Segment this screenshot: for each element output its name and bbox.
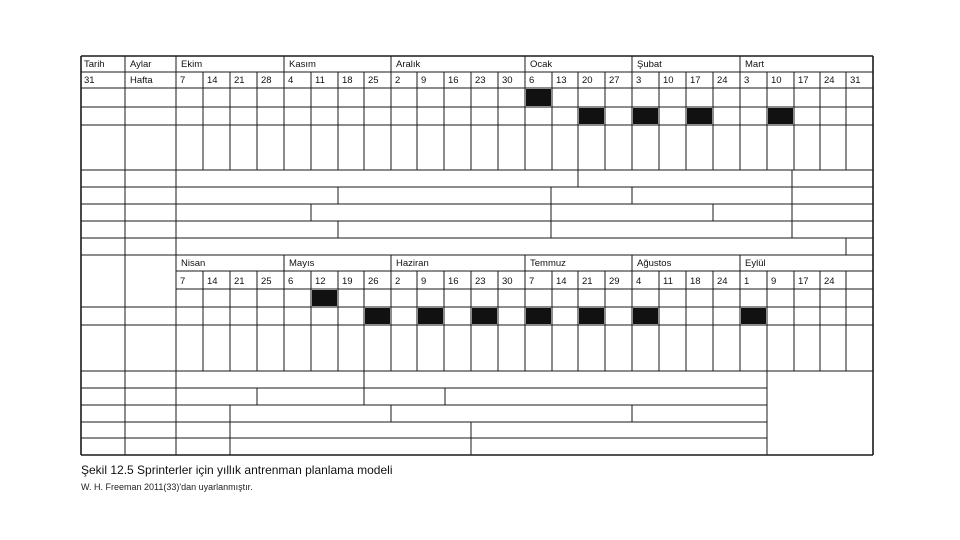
month-label: Kasım <box>289 59 316 70</box>
week-number: 14 <box>207 276 218 287</box>
week-number: 27 <box>609 75 620 86</box>
week-number: 14 <box>556 276 567 287</box>
week-number: 14 <box>207 75 218 86</box>
training-block-mark <box>741 308 766 324</box>
year-31-label: 31 <box>84 75 95 86</box>
week-number: 17 <box>690 75 701 86</box>
week-number: 11 <box>663 276 673 287</box>
week-number: 3 <box>744 75 750 86</box>
week-number: 13 <box>556 75 567 86</box>
training-block-mark <box>579 308 604 324</box>
week-number: 23 <box>475 276 486 287</box>
week-number: 7 <box>180 276 186 287</box>
month-label: Mayıs <box>289 258 315 269</box>
week-number: 17 <box>798 75 809 86</box>
month-label: Mart <box>745 59 764 70</box>
month-label: Ağustos <box>637 258 672 269</box>
week-number: 1 <box>744 276 750 287</box>
week-number: 21 <box>234 276 245 287</box>
week-number: 9 <box>421 276 427 287</box>
month-label: Nisan <box>181 258 206 269</box>
training-block-mark <box>687 108 712 124</box>
week-number: 16 <box>448 276 459 287</box>
week-number: 25 <box>261 276 272 287</box>
week-number: 31 <box>850 75 861 86</box>
week-number: 18 <box>690 276 701 287</box>
week-number: 9 <box>771 276 777 287</box>
training-block-mark <box>579 108 604 124</box>
training-block-mark <box>472 308 497 324</box>
week-number: 20 <box>582 75 593 86</box>
training-block-mark <box>633 308 658 324</box>
week-number: 24 <box>824 276 835 287</box>
week-number: 24 <box>717 276 728 287</box>
week-number: 12 <box>315 276 326 287</box>
month-label: Ocak <box>530 59 553 70</box>
month-label: Eylül <box>745 258 766 269</box>
week-number: 7 <box>180 75 186 86</box>
tarih-label: Tarih <box>84 59 105 70</box>
month-label: Haziran <box>396 258 429 269</box>
week-number: 26 <box>368 276 379 287</box>
week-number: 2 <box>395 75 401 86</box>
week-number: 30 <box>502 276 513 287</box>
hafta-label: Hafta <box>130 75 153 86</box>
week-number: 4 <box>636 276 642 287</box>
week-number: 29 <box>609 276 620 287</box>
month-label: Aralık <box>396 59 421 70</box>
week-number: 9 <box>421 75 427 86</box>
week-number: 6 <box>529 75 535 86</box>
week-number: 4 <box>288 75 294 86</box>
month-label: Şubat <box>637 59 662 70</box>
week-number: 28 <box>261 75 272 86</box>
aylar-label: Aylar <box>130 59 152 70</box>
week-number: 23 <box>475 75 486 86</box>
training-block-mark <box>768 108 793 124</box>
month-label: Ekim <box>181 59 203 70</box>
week-number: 6 <box>288 276 294 287</box>
week-number: 16 <box>448 75 459 86</box>
week-number: 10 <box>771 75 782 86</box>
week-number: 2 <box>395 276 401 287</box>
month-label: Temmuz <box>530 258 566 269</box>
training-block-mark <box>526 308 551 324</box>
week-number: 3 <box>636 75 642 86</box>
training-block-mark <box>312 290 337 306</box>
training-block-mark <box>365 308 390 324</box>
training-block-mark <box>418 308 443 324</box>
week-number: 18 <box>342 75 353 86</box>
week-number: 30 <box>502 75 513 86</box>
figure-credit: W. H. Freeman 2011(33)'dan uyarlanmıştır. <box>81 482 253 492</box>
week-number: 21 <box>234 75 245 86</box>
week-number: 7 <box>529 276 535 287</box>
week-number: 19 <box>342 276 353 287</box>
week-number: 11 <box>315 75 325 86</box>
week-number: 24 <box>717 75 728 86</box>
figure-caption: Şekil 12.5 Sprinterler için yıllık antrenman planlama modeli <box>81 463 393 477</box>
week-number: 21 <box>582 276 593 287</box>
week-number: 24 <box>824 75 835 86</box>
training-block-mark <box>526 89 551 106</box>
training-block-mark <box>633 108 658 124</box>
week-number: 25 <box>368 75 379 86</box>
week-number: 17 <box>798 276 809 287</box>
week-number: 10 <box>663 75 674 86</box>
